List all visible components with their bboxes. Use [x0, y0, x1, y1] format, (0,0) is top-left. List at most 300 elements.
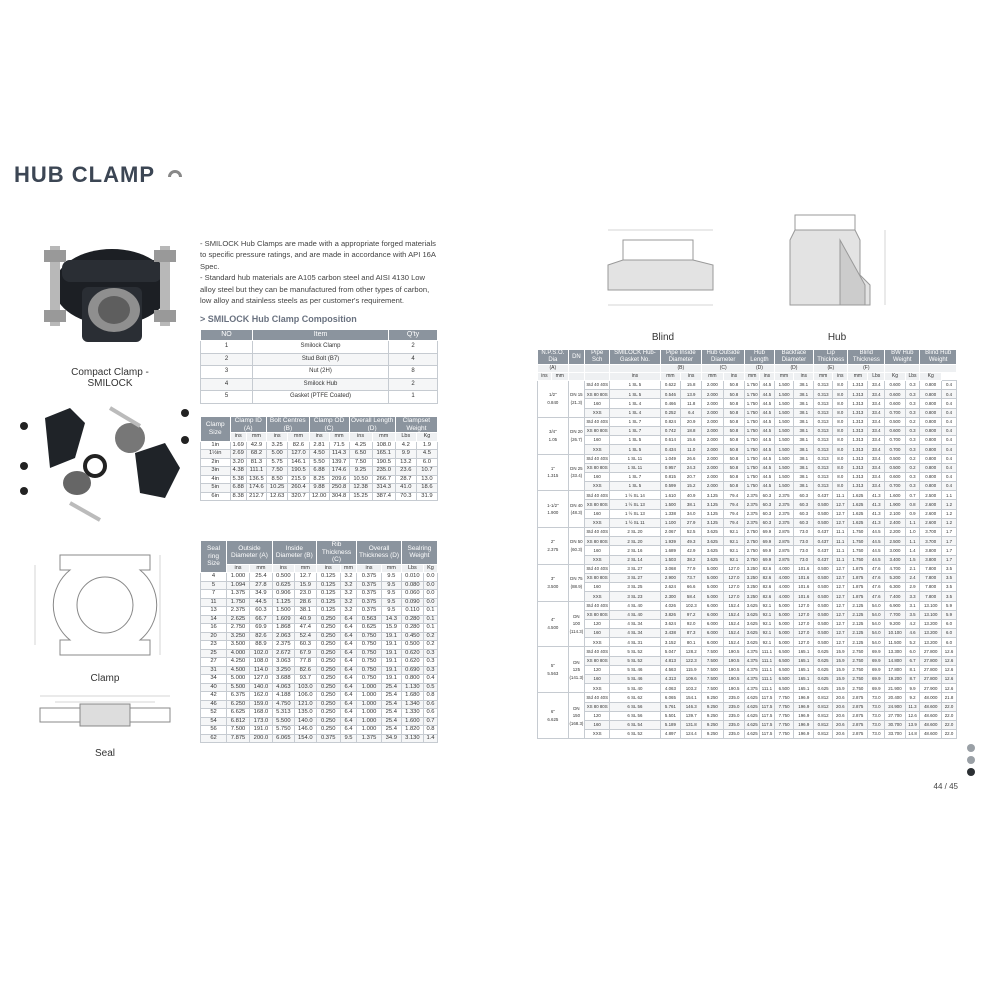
table-cell: 3.250: [745, 564, 760, 573]
table-cell: 1.500: [774, 426, 794, 435]
table-cell: 27.900: [920, 684, 942, 693]
table-cell: 127.0: [249, 675, 272, 684]
table-cell: 2.500: [885, 537, 905, 546]
table-row: [538, 601, 957, 610]
table-cell: 1 SL 7: [610, 426, 660, 435]
table-cell: 3: [201, 366, 253, 379]
table-cell: 0.500: [814, 564, 833, 573]
table-cell: 0.5: [423, 683, 437, 692]
table-cell: 4.563: [660, 665, 681, 674]
table-cell: 1.4: [905, 546, 920, 555]
table-cell: 5.761: [660, 702, 681, 711]
table-cell: 38.1: [794, 482, 814, 491]
table-cell: 18.6: [416, 484, 437, 493]
table-cell: 69.9: [249, 624, 272, 633]
table-cell: 0.313: [814, 408, 833, 417]
table-cell: 2.750: [848, 647, 868, 656]
table-cell: 14.8: [905, 730, 920, 739]
table-cell: 3.625: [702, 546, 724, 555]
table-cell: 2.750: [745, 546, 760, 555]
table-cell: 0.080: [401, 581, 423, 590]
table-cell: 190.5: [288, 467, 309, 476]
table-cell: 4 SL 34: [610, 629, 660, 638]
table-cell: XS 80 80S: [585, 610, 610, 619]
table-cell: 12.7: [833, 592, 848, 601]
table-cell: 50.8: [723, 417, 745, 426]
column-header: Outside Diameter (A): [227, 541, 273, 565]
table-cell: 0.500: [814, 509, 833, 518]
table-cell: 1.7: [942, 546, 957, 555]
table-cell: 5.313: [272, 709, 294, 718]
table-cell: 174.6: [329, 467, 349, 476]
table-cell: 3.250: [745, 592, 760, 601]
table-cell: 260.4: [288, 484, 309, 493]
table-cell: 0.800: [401, 675, 423, 684]
table-cell: 2.100: [885, 509, 905, 518]
table-cell: 0.313: [814, 381, 833, 390]
column-header: BW Hub Weight: [885, 350, 920, 365]
table-cell: 215.9: [288, 475, 309, 484]
table-row: [201, 641, 438, 650]
table-cell: 9.25: [349, 467, 372, 476]
table-cell: 7.750: [774, 702, 794, 711]
table-cell: 5: [201, 581, 227, 590]
table-cell: 10.50: [349, 475, 372, 484]
table-cell: 66.6: [681, 583, 702, 592]
table-cell: 1.900: [885, 500, 905, 509]
table-cell: 48.600: [920, 720, 942, 729]
table-cell: 1.625: [848, 491, 868, 500]
table-cell: 0.250: [316, 641, 340, 650]
table-cell: 12.63: [266, 492, 287, 501]
table-cell: 73.0: [794, 555, 814, 564]
table-cell: 235.0: [723, 702, 745, 711]
column-header: Lip Thickness: [814, 350, 848, 365]
table-cell: 102.0: [249, 649, 272, 658]
table-cell: 108.0: [249, 658, 272, 667]
table-cell: 6 SL 54: [610, 720, 660, 729]
nps-cell: 1-1/2" 1.900: [538, 491, 569, 528]
table-cell: 2.875: [774, 555, 794, 564]
table-cell: 4.625: [745, 693, 760, 702]
table-cell: 50.8: [723, 454, 745, 463]
table-row: [201, 734, 438, 743]
table-cell: 5.189: [660, 720, 681, 729]
table-cell: 41.3: [868, 491, 885, 500]
unit-header: ins: [760, 373, 775, 381]
table-cell: 15.6: [681, 436, 702, 445]
table-cell: 0.500: [814, 518, 833, 527]
table-cell: 2.875: [848, 730, 868, 739]
table-cell: 68.2: [246, 450, 266, 459]
table-cell: 2: [389, 341, 438, 354]
table-cell: 60.3: [760, 491, 775, 500]
table-cell: 1.000: [357, 726, 382, 735]
table-cell: 0.4: [942, 463, 957, 472]
table-row: [538, 528, 957, 537]
table-cell: 1.1: [942, 491, 957, 500]
table-cell: 8.7: [905, 675, 920, 684]
table-cell: 5.000: [774, 629, 794, 638]
column-header: Clamp OD (C): [309, 417, 349, 433]
table-cell: 0.4: [942, 417, 957, 426]
table-cell: 5: [201, 391, 253, 404]
table-cell: 9.250: [702, 693, 724, 702]
table-row: [538, 656, 957, 665]
table-cell: 235.0: [723, 711, 745, 720]
table-cell: 111.1: [760, 675, 775, 684]
column-header: DN: [568, 350, 584, 365]
table-cell: 1.500: [774, 482, 794, 491]
table-row: [538, 518, 957, 527]
table-cell: 33.4: [868, 463, 885, 472]
col-item: Item: [253, 330, 389, 341]
table-cell: 0.280: [401, 624, 423, 633]
table-cell: 7.50: [266, 467, 287, 476]
table-cell: 0.2: [905, 454, 920, 463]
table-cell: 1.2: [942, 500, 957, 509]
table-cell: XS 80 80S: [585, 573, 610, 582]
column-header: Inside Diameter (B): [272, 541, 316, 565]
table-cell: 190.5: [723, 647, 745, 656]
page-dot-1[interactable]: [967, 744, 975, 752]
table-cell: 114.0: [249, 666, 272, 675]
table-cell: 120: [585, 619, 610, 628]
table-cell: 5 SL 46: [610, 675, 660, 684]
table-cell: 0.250: [316, 709, 340, 718]
table-cell: 38.1: [794, 426, 814, 435]
table-cell: 6.500: [774, 647, 794, 656]
table-cell: 1.1: [905, 518, 920, 527]
table-cell: 3.2: [340, 598, 357, 607]
table-row: [201, 624, 438, 633]
table-row: [538, 610, 957, 619]
table-cell: 8.0: [833, 426, 848, 435]
table-cell: 0.812: [814, 720, 833, 729]
table-cell: 0.906: [272, 590, 294, 599]
table-cell: 152.4: [723, 619, 745, 628]
table-cell: 73.0: [868, 693, 885, 702]
table-cell: 6.0: [416, 458, 437, 467]
table-cell: 0.437: [814, 537, 833, 546]
table-cell: 0.125: [316, 598, 340, 607]
table-cell: 9.5: [381, 581, 401, 590]
table-cell: 4.625: [745, 702, 760, 711]
table-cell: 2.000: [702, 472, 724, 481]
table-cell: 1 SL 7: [610, 417, 660, 426]
table-cell: 0.313: [814, 399, 833, 408]
table-cell: 22.0: [942, 720, 957, 729]
table-cell: 3.800: [920, 546, 942, 555]
table-cell: 0.250: [316, 658, 340, 667]
table-cell: 2.125: [848, 619, 868, 628]
table-cell: 209.6: [329, 475, 349, 484]
table-cell: 0.800: [920, 399, 942, 408]
table-cell: 2.875: [774, 537, 794, 546]
table-cell: 2.625: [227, 615, 250, 624]
table-cell: 387.4: [372, 492, 395, 501]
table-cell: 111.1: [760, 647, 775, 656]
table-cell: 115.9: [681, 665, 702, 674]
table-cell: 6.4: [340, 666, 357, 675]
table-cell: 6.625: [227, 709, 250, 718]
table-cell: 0.9: [905, 509, 920, 518]
table-cell: 0.4: [942, 445, 957, 454]
table-cell: 154.0: [294, 734, 316, 743]
table-cell: 0.434: [660, 445, 681, 454]
table-cell: 1.500: [774, 381, 794, 390]
table-cell: 8.0: [833, 417, 848, 426]
table-row: [538, 509, 957, 518]
table-cell: 1½in: [201, 450, 231, 459]
table-cell: 69.9: [868, 665, 885, 674]
table-cell: 0.546: [660, 390, 681, 399]
table-cell: 0.3: [423, 666, 437, 675]
table-cell: 19.1: [381, 632, 401, 641]
table-cell: 47.6: [868, 564, 885, 573]
table-cell: 44.5: [760, 390, 775, 399]
table-cell: 77.8: [294, 658, 316, 667]
table-cell: 19.1: [381, 666, 401, 675]
unit-header: mm: [381, 564, 401, 573]
table-row: [201, 458, 438, 467]
table-cell: 162.0: [249, 692, 272, 701]
table-cell: 12.7: [833, 509, 848, 518]
table-cell: 2.375: [774, 491, 794, 500]
table-cell: 10.7: [416, 467, 437, 476]
table-cell: 3.625: [745, 601, 760, 610]
unit-header: ins: [316, 564, 340, 573]
table-cell: 1.609: [272, 615, 294, 624]
table-cell: 196.9: [794, 702, 814, 711]
table-cell: 11.3: [905, 702, 920, 711]
table-cell: 190.5: [723, 684, 745, 693]
table-cell: 28.6: [294, 598, 316, 607]
table-cell: 47.6: [868, 573, 885, 582]
table-cell: 6.4: [340, 692, 357, 701]
table-cell: 0.800: [920, 482, 942, 491]
table-cell: 2.750: [848, 656, 868, 665]
table-cell: 0.313: [814, 463, 833, 472]
table-cell: 0.6: [423, 709, 437, 718]
table-cell: 5 SL 52: [610, 647, 660, 656]
table-cell: 1 SL 11: [610, 454, 660, 463]
table-cell: 2.875: [848, 711, 868, 720]
table-cell: 9.250: [702, 702, 724, 711]
table-cell: 3.700: [920, 528, 942, 537]
table-cell: 2.200: [885, 528, 905, 537]
table-cell: 4.375: [745, 665, 760, 674]
nps-cell: 6" 6.625: [538, 693, 569, 739]
table-cell: 54.0: [868, 638, 885, 647]
page-dot-2[interactable]: [967, 756, 975, 764]
table-cell: XXS: [585, 408, 610, 417]
table-cell: 0.250: [316, 615, 340, 624]
table-cell: 160: [585, 509, 610, 518]
table-cell: 127.0: [723, 564, 745, 573]
table-cell: 7.800: [920, 592, 942, 601]
description-para-1: - SMILOCK Hub Clamps are made with a appropriate forged materials to specific pressure ratings, and are made in accordance with API 16A Spec.: [200, 239, 436, 271]
table-cell: 0.250: [316, 726, 340, 735]
table-cell: 2.375: [745, 509, 760, 518]
table-cell: 12.7: [833, 518, 848, 527]
table-row: [538, 546, 957, 555]
table-cell: 6.900: [885, 601, 905, 610]
dn-cell: DN 150 (168.3): [568, 693, 584, 739]
table-cell: 1.500: [774, 390, 794, 399]
table-cell: 44.5: [760, 463, 775, 472]
table-cell: 0.3: [905, 381, 920, 390]
table-cell: 0.7: [423, 717, 437, 726]
table-cell: 33.4: [868, 390, 885, 399]
table-cell: 6.4: [340, 717, 357, 726]
table-row: [538, 426, 957, 435]
table-cell: 12.7: [833, 564, 848, 573]
table-cell: 6.4: [340, 649, 357, 658]
unit-header: Kg: [885, 373, 905, 381]
column-header: Pipe Inside Diameter: [660, 350, 702, 365]
table-cell: 3.625: [745, 638, 760, 647]
table-cell: 12.6: [905, 711, 920, 720]
table-cell: 20.6: [833, 702, 848, 711]
page-dot-3[interactable]: [967, 768, 975, 776]
table-cell: 69.9: [760, 546, 775, 555]
letter-header: (B): [660, 365, 702, 373]
table-cell: 304.8: [329, 492, 349, 501]
table-cell: Stud Bolt (B7): [253, 353, 389, 366]
table-cell: 23.0: [294, 590, 316, 599]
table-cell: 19.1: [381, 675, 401, 684]
unit-header: Lbs: [395, 433, 416, 442]
table-cell: 38.1: [794, 454, 814, 463]
table-cell: 0.800: [920, 436, 942, 445]
table-cell: 0.0: [423, 598, 437, 607]
table-cell: 2.000: [702, 381, 724, 390]
table-cell: 121.0: [294, 700, 316, 709]
table-cell: 3.625: [745, 610, 760, 619]
table-cell: 1 SL 5: [610, 381, 660, 390]
table-cell: 13.200: [920, 619, 942, 628]
table-cell: 15.9: [381, 624, 401, 633]
table-cell: 1 SL 5: [610, 445, 660, 454]
table-cell: 7.700: [885, 610, 905, 619]
table-row: [201, 726, 438, 735]
composition-table: [200, 329, 438, 404]
table-cell: 1.313: [848, 417, 868, 426]
table-cell: 33.4: [868, 436, 885, 445]
table-cell: 106.0: [294, 692, 316, 701]
table-cell: 5.501: [660, 711, 681, 720]
table-cell: 1.330: [401, 709, 423, 718]
table-cell: 25.4: [381, 683, 401, 692]
table-cell: 97.2: [681, 610, 702, 619]
table-cell: 3.5: [942, 583, 957, 592]
table-cell: 2 SL 16: [610, 546, 660, 555]
table-cell: 4.313: [660, 675, 681, 684]
table-cell: 9.9: [395, 450, 416, 459]
table-cell: 0.3: [905, 445, 920, 454]
table-cell: 127.0: [723, 583, 745, 592]
table-cell: 1 ½ SL 13: [610, 500, 660, 509]
table-cell: 0.3: [905, 436, 920, 445]
table-cell: 3.068: [660, 564, 681, 573]
table-cell: 73.0: [794, 537, 814, 546]
composition-row: [201, 391, 438, 404]
table-cell: 1.0: [905, 528, 920, 537]
table-row: [201, 717, 438, 726]
table-cell: 1.000: [227, 573, 250, 582]
table-cell: 9.250: [702, 711, 724, 720]
table-cell: 34.9: [381, 734, 401, 743]
table-cell: 60.3: [294, 641, 316, 650]
table-row: [538, 564, 957, 573]
table-cell: 0.3: [423, 649, 437, 658]
table-cell: 3.130: [401, 734, 423, 743]
unit-header: mm: [660, 373, 681, 381]
table-cell: 3.125: [702, 518, 724, 527]
table-cell: 4 SL 31: [610, 638, 660, 647]
table-cell: 0.437: [814, 528, 833, 537]
table-cell: 4.5: [416, 450, 437, 459]
table-cell: 120: [585, 711, 610, 720]
table-cell: 2.4: [905, 573, 920, 582]
table-cell: 250.8: [329, 484, 349, 493]
table-cell: 0.500: [814, 573, 833, 582]
table-cell: 15.8: [681, 381, 702, 390]
table-cell: 0.4: [942, 390, 957, 399]
table-cell: 23.6: [395, 467, 416, 476]
table-cell: 79.4: [723, 509, 745, 518]
table-cell: 22.0: [942, 730, 957, 739]
clamp-dimension-table: [200, 416, 438, 501]
table-cell: 0.8: [423, 692, 437, 701]
table-cell: 27.8: [249, 581, 272, 590]
table-cell: 62: [201, 734, 227, 743]
table-cell: 1.625: [848, 509, 868, 518]
table-cell: 82.6: [249, 632, 272, 641]
unit-header: mm: [372, 433, 395, 442]
table-cell: 2 SL 14: [610, 555, 660, 564]
table-cell: 67.9: [294, 649, 316, 658]
table-cell: 0.4: [942, 381, 957, 390]
table-cell: 33.4: [868, 417, 885, 426]
table-cell: 7.500: [702, 656, 724, 665]
table-cell: 44.5: [760, 445, 775, 454]
table-cell: 2.375: [745, 491, 760, 500]
table-cell: 4 SL 40: [610, 610, 660, 619]
table-cell: 92.1: [760, 610, 775, 619]
table-cell: 52.4: [294, 632, 316, 641]
table-cell: 5.50: [309, 458, 329, 467]
table-cell: 3.500: [227, 641, 250, 650]
table-cell: 7.800: [920, 564, 942, 573]
table-cell: 27.800: [920, 647, 942, 656]
table-cell: 0.500: [814, 500, 833, 509]
table-cell: 0.252: [660, 408, 681, 417]
table-cell: 127.0: [794, 619, 814, 628]
table-cell: 69.9: [868, 656, 885, 665]
table-cell: 1.875: [848, 583, 868, 592]
table-cell: 2.750: [848, 665, 868, 674]
table-cell: 50.8: [723, 390, 745, 399]
table-row: [201, 615, 438, 624]
table-cell: 8.1: [905, 665, 920, 674]
table-cell: 0.313: [814, 482, 833, 491]
table-cell: 1.130: [401, 683, 423, 692]
table-cell: 1.875: [848, 573, 868, 582]
table-cell: 1.600: [401, 717, 423, 726]
table-cell: 0.800: [920, 381, 942, 390]
